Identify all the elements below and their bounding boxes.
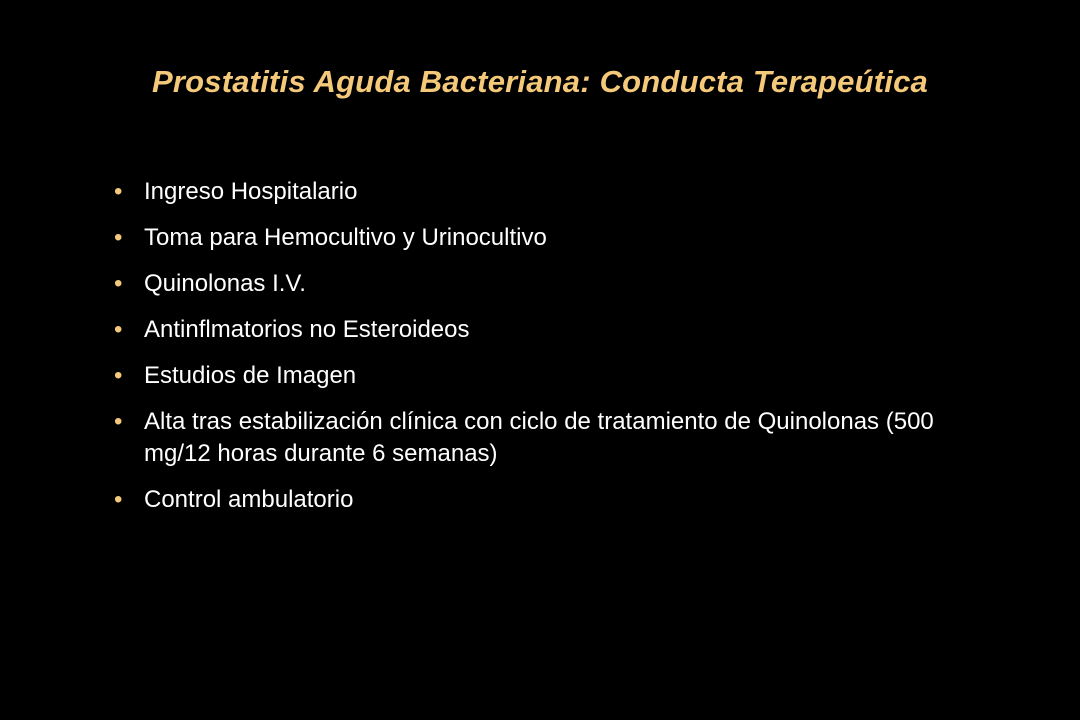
bullet-list: [114, 176, 974, 530]
bullet-text: Alta tras estabilización clínica con ciclo de tratamiento de Quinolonas (500 mg/12 horas durante 6 semanas): [144, 408, 934, 467]
bullet-item-quinolonas: [114, 268, 974, 300]
bullet-text: Ingreso Hospitalario: [144, 178, 358, 205]
bullet-item-toma: [114, 222, 974, 254]
bullet-item-estudios: [114, 360, 974, 392]
bullet-item-antinflamatorios: [114, 314, 974, 346]
bullet-icon: •: [114, 408, 123, 435]
bullet-text: Estudios de Imagen: [144, 362, 357, 389]
bullet-text: Toma para Hemocultivo y Urinocultivo: [144, 224, 547, 251]
bullet-icon: •: [114, 486, 123, 513]
bullet-text: Antinflmatorios no Esteroideos: [144, 316, 470, 343]
bullet-icon: •: [114, 362, 123, 389]
bullet-icon: •: [114, 224, 123, 251]
bullet-text: Control ambulatorio: [144, 486, 354, 513]
bullet-item-ingreso: [114, 176, 974, 208]
slide-title: Prostatitis Aguda Bacteriana: Conducta Terapeútica: [152, 64, 928, 99]
bullet-text: Quinolonas I.V.: [144, 270, 306, 297]
bullet-item-alta: [114, 406, 974, 470]
bullet-icon: •: [114, 178, 123, 205]
bullet-item-control: [114, 484, 974, 516]
bullet-icon: •: [114, 270, 123, 297]
bullet-icon: •: [114, 316, 123, 343]
